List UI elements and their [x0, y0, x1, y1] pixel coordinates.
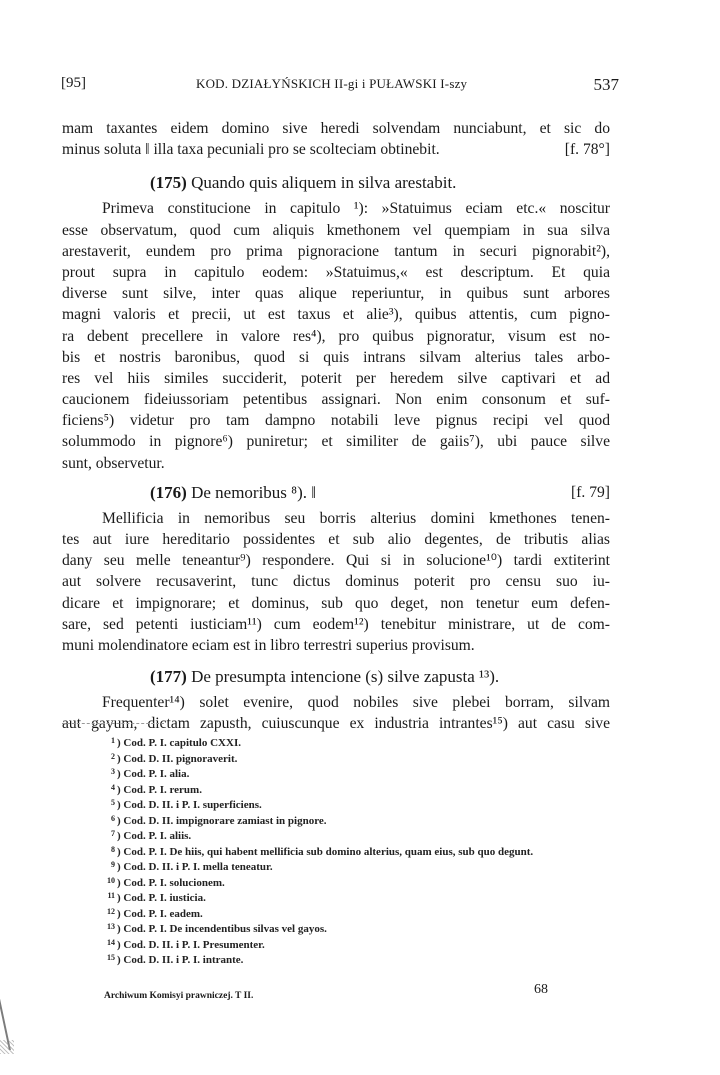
- text-line: aut gayum, dictam zapusth, cuiuscunque ex industria intrantes¹⁵) aut casu sive: [62, 715, 610, 733]
- section-176-body: [62, 508, 610, 656]
- footnotes: [103, 733, 533, 966]
- text-line: res vel hiis similes succiderit, poterit per heredem silve captivari et ad: [62, 369, 610, 387]
- footnote: 7 ) Cod. P. I. aliis.: [111, 829, 192, 842]
- footnote: 2 ) Cod. D. II. pignoraverit.: [111, 751, 238, 765]
- section-title: De nemoribus ⁸). ‖: [191, 482, 317, 502]
- text-line: muni molendinatore eciam est in libro terrestri superius provisum.: [62, 636, 475, 654]
- text-line: aut solvere recusaverint, tunc dictus dominus poterit pro censu suo iu-: [62, 573, 610, 591]
- text-line: ra debent precellere in valore res⁴), pro quibus pignoratur, visum est no-: [62, 327, 610, 345]
- folio-marker: [f. 79]: [571, 483, 610, 501]
- text-line: arestaverit, eundem pro prima pignoracione tantum in securi pignorabit²),: [62, 242, 610, 260]
- footnote: 3 ) Cod. P. I. alia.: [111, 767, 190, 780]
- page-footer: [104, 982, 564, 1003]
- text-line: dany seu melle teneantur⁹) respondere. Qui si in solucione¹⁰) tardi extiterint: [62, 552, 610, 570]
- main-text: [62, 118, 610, 735]
- text-line: caucionem fideiussoriam petentibus assignari. Non enim consonum et suf-: [62, 391, 610, 409]
- section-number: (176): [150, 482, 187, 502]
- section-175-body: [62, 198, 610, 473]
- section-number: (175): [150, 173, 187, 193]
- running-title: KOD. DZIAŁYŃSKICH II-gi i PUŁAWSKI I-szy: [196, 76, 468, 91]
- footnote: 13 ) Cod. P. I. De incendentibus silvas vel gayos.: [107, 922, 327, 935]
- text-line: dicare et impignorare; et dominus, sub quo deget, non tenetur eum defen-: [62, 594, 610, 612]
- text-line: Mellificia in nemoribus seu borris alterius domini kmethones tenen-: [102, 509, 610, 527]
- section-title: De presumpta intencione (s) silve zapusta ¹³).: [191, 667, 500, 687]
- text-line: bis et nostris baronibus, quod si quis intrans silvam alterius tales arbo-: [62, 348, 610, 366]
- text-line: Primeva constitucione in capitulo ¹): »Statuimus eciam etc.« noscitur: [102, 200, 610, 218]
- footnote: 8 ) Cod. P. I. De hiis, qui habent mellificia sub domino alterius, quam eius, sub quo degunt.: [111, 844, 534, 858]
- folio-marker: [f. 78°]: [564, 141, 610, 159]
- text-line: solummodo in pignore⁶) puniretur; et similiter de gaiis⁷), ubi pauce silve: [62, 433, 610, 451]
- text-line: prout supra in capitulo eodem: »Statuimus,« est descriptum. Et quia: [62, 263, 610, 281]
- section-heading-176: [62, 478, 610, 508]
- footnote: 10 ) Cod. P. I. solucionem.: [107, 875, 225, 889]
- text-line-content: minus soluta ‖ illa taxa pecuniali pro se scolteciam obtinebit.: [62, 141, 440, 159]
- section-title: Quando quis aliquem in silva arestabit.: [191, 173, 457, 193]
- footnote: 4 ) Cod. P. I. rerum.: [111, 782, 202, 796]
- footnote: 6 ) Cod. D. II. impignorare zamiast in pignore.: [111, 813, 327, 827]
- footnote: 5 ) Cod. D. II. i P. I. superficiens.: [111, 798, 262, 811]
- footnote: 14 ) Cod. D. II. i P. I. Presumenter.: [107, 937, 265, 951]
- footnote-separator: [62, 723, 164, 724]
- text-line: ficiens⁵) videtur pro tam dampno notabili leve pignus recipi vel quod: [62, 412, 610, 430]
- text-line: sare, sed petenti iusticiam¹¹) cum eodem¹²) tenebitur ministrare, ut de com-: [62, 615, 610, 633]
- section-heading-175: [62, 168, 610, 198]
- section-number: (177): [150, 667, 187, 687]
- running-header: [61, 75, 619, 97]
- scan-noise-artifact: [0, 1040, 14, 1054]
- footnote: 9 ) Cod. D. II. i P. I. mella teneatur.: [111, 860, 273, 873]
- text-line: Frequenter¹⁴) solet evenire, quod nobiles sive plebei borram, silvam: [102, 694, 610, 712]
- section-177-body: [62, 692, 610, 734]
- text-line: esse observatum, quod cum aliquis kmethonem vel quempiam in sua silva: [62, 221, 610, 239]
- sheet-number: 68: [534, 982, 548, 997]
- text-line: magni valoris et precii, ut est taxus et alie³), quibus attentis, cum pigno-: [62, 306, 610, 324]
- printer-signature: Archiwum Komisyi prawniczej. T II.: [104, 991, 254, 1001]
- section-ref: [95]: [61, 75, 86, 91]
- section-heading-177: [62, 662, 610, 692]
- footnote: 12 ) Cod. P. I. eadem.: [107, 906, 203, 920]
- text-line: mam taxantes eidem domino sive heredi solvendam nunciabunt, et sic do: [62, 120, 610, 137]
- footnote: 1 ) Cod. P. I. capitulo CXXI.: [111, 736, 241, 749]
- text-line: tes aut iure hereditario possidentes et sub alio degentes, de tributis alias: [62, 531, 610, 548]
- footnote: 15 ) Cod. D. II. i P. I. intrante.: [107, 953, 244, 966]
- footnote: 11 ) Cod. P. I. iusticia.: [107, 891, 206, 904]
- text-line: [62, 139, 610, 160]
- text-line: sunt, observetur.: [62, 454, 165, 472]
- text-line: diverse sunt silve, inter quas alique reperiuntur, in quibus sunt arbores: [62, 285, 610, 303]
- page-number: 537: [593, 75, 619, 94]
